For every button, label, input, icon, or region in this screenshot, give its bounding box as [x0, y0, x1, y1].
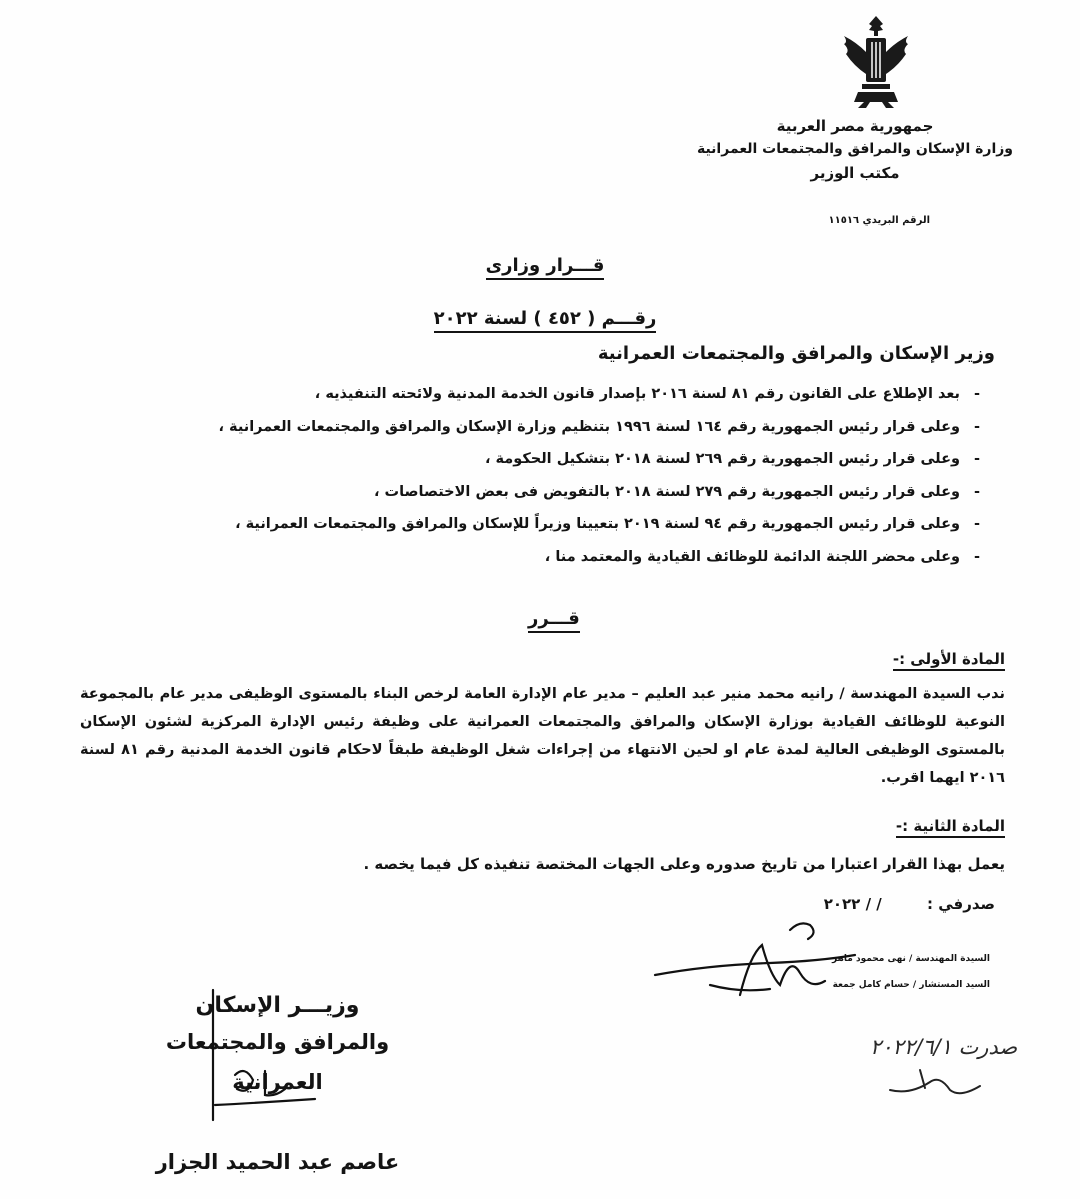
decision-number: رقـــم ( ٤٥٢ ) لسنة ٢٠٢٢ — [380, 308, 710, 329]
ministry-name: وزارة الإسكان والمرافق والمجتمعات العمرانية — [696, 141, 1014, 157]
issued-date: / / ٢٠٢٢ — [823, 895, 882, 913]
preamble-item: - بعد الإطلاع على القانون رقم ٨١ لسنة ٢٠١٦ بإصدار قانون الخدمة المدنية ولائحته التنفيذيه ، — [220, 378, 980, 411]
eagle-emblem-icon — [836, 14, 916, 109]
minister-title-line1: وزيـــر الإسكان — [195, 993, 360, 1018]
reviewer-signature-icon — [650, 915, 860, 1010]
postal-code: الرقم البريدي ١١٥١٦ — [828, 215, 930, 226]
country-name: جمهورية مصر العربية — [776, 117, 934, 135]
handwritten-date: صدرت ٢٠٢٢/٦/١ — [870, 1035, 1018, 1059]
minister-name: عاصم عبد الحميد الجزار — [155, 1150, 400, 1174]
minister-signature-icon — [205, 985, 325, 1125]
preamble-item: - وعلى قرار رئيس الجمهورية رقم ١٦٤ لسنة ١٩٩٦ بتنظيم وزارة الإسكان والمرافق والمجتمعات العمرانية ، — [220, 411, 980, 444]
minister-heading: وزير الإسكان والمرافق والمجتمعات العمرانية — [597, 343, 995, 364]
minister-title-line2: والمرافق والمجتمعات العمرانية — [165, 1030, 390, 1094]
preamble-list — [220, 378, 980, 573]
reviewer-2: السيد المستشار / حسام كامل جمعة — [832, 980, 990, 990]
handwritten-initials-icon — [880, 1060, 990, 1100]
issued-label: صدرفي : — [926, 895, 995, 913]
article-1-body: ندب السيدة المهندسة / رانيه محمد منير عبد العليم – مدير عام الإدارة العامة لرخص البناء بالمستوى الوظيفى مدير عام بالمجموعة النوعية للوظائف القيادية بوزارة الإسكان والمرافق والمجتمعات العمرانية على وظيفة رئيس الإدارة المركزية لشئون الإسكان بالمستوى الوظيفى العالية لمدة عام او لحين الانتهاء من إجراءات شغل الوظيفة طبقاً لاحكام قانون الخدمة المدنية رقم ٨١ لسنة ٢٠١٦ ايهما اقرب. — [80, 686, 1006, 786]
issued-line — [824, 895, 995, 913]
preamble-item: - وعلى قرار رئيس الجمهورية رقم ٢٦٩ لسنة ٢٠١٨ بتشكيل الحكومة ، — [220, 443, 980, 476]
decision-title: قـــرار وزارى — [380, 255, 710, 276]
decrees-label: قـــرر — [528, 608, 580, 633]
article-2-title: المادة الثانية :- — [896, 817, 1005, 838]
preamble-item: - وعلى قرار رئيس الجمهورية رقم ٢٧٩ لسنة ٢٠١٨ بالتفويض فى بعض الاختصاصات ، — [220, 476, 980, 509]
preamble-item: - وعلى قرار رئيس الجمهورية رقم ٩٤ لسنة ٢٠١٩ بتعيينا وزيراً للإسكان والمرافق والمجتمعات العمرانية ، — [220, 508, 980, 541]
office-name: مكتب الوزير — [810, 164, 900, 182]
letterhead — [690, 115, 1020, 185]
preamble-item: - وعلى محضر اللجنة الدائمة للوظائف القيادية والمعتمد منا ، — [220, 541, 980, 574]
article-1-title: المادة الأولى :- — [893, 650, 1005, 671]
article-2-body: يعمل بهذا القرار اعتبارا من تاريخ صدوره وعلى الجهات المختصة تنفيذه كل فيما يخصه . — [363, 855, 1005, 873]
reviewer-1: السيدة المهندسة / نهى محمود ماهر — [832, 954, 990, 964]
